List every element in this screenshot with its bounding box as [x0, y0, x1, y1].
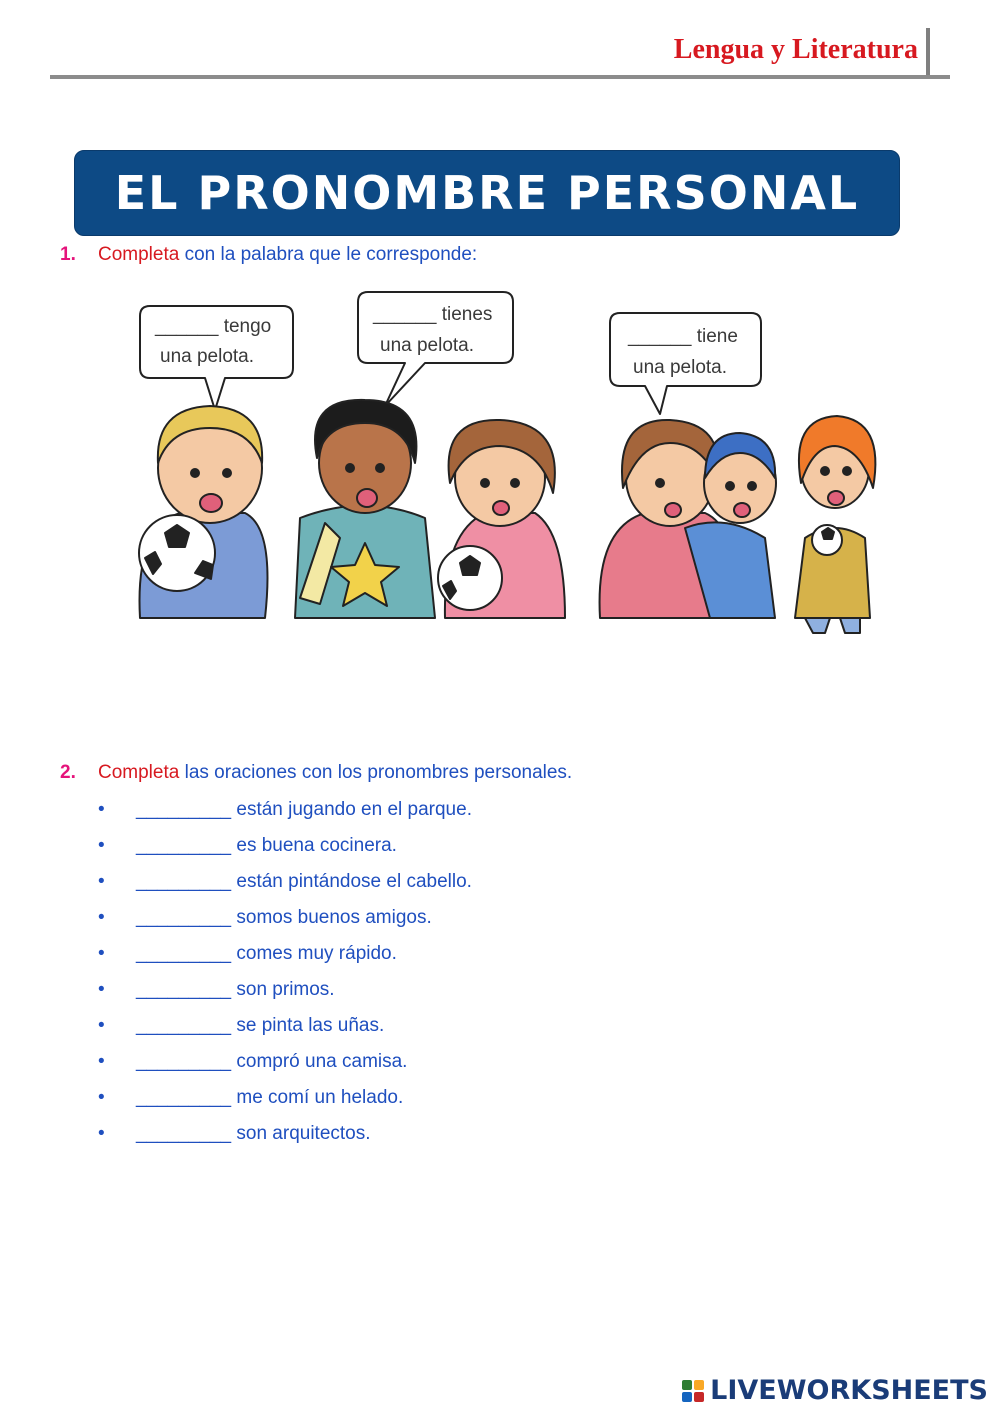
- sentence-text: son arquitectos.: [231, 1123, 371, 1144]
- sentence-text: están pintándose el cabello.: [231, 871, 472, 892]
- bubble-2-line2: una pelota.: [380, 335, 475, 356]
- exercise-1-text: con la palabra que le corresponde:: [179, 244, 478, 265]
- answer-blank[interactable]: _________: [136, 835, 232, 856]
- answer-blank[interactable]: _________: [136, 799, 232, 820]
- bullet: •: [98, 1123, 105, 1144]
- logo-icon: [682, 1380, 704, 1402]
- answer-blank[interactable]: _________: [136, 871, 232, 892]
- sentence-text: es buena cocinera.: [231, 835, 397, 856]
- liveworksheets-logo: [682, 1375, 988, 1406]
- bubble-2-blank: ______: [373, 304, 437, 325]
- list-item: [98, 1084, 472, 1120]
- bubble-1-word: tengo: [223, 316, 272, 337]
- bullet: •: [98, 1051, 105, 1072]
- answer-blank[interactable]: _________: [136, 979, 232, 1000]
- sentence-text: me comí un helado.: [231, 1087, 404, 1108]
- svg-text:______ tengo: [154, 316, 271, 337]
- list-item: [98, 904, 472, 940]
- bullet: •: [98, 1015, 105, 1036]
- svg-text:______ tiene: [627, 326, 738, 347]
- svg-text:______ tienes: [372, 304, 492, 325]
- list-item: [98, 976, 472, 1012]
- list-item: [98, 868, 472, 904]
- sentence-text: son primos.: [231, 979, 335, 1000]
- page-title: EL PRONOMBRE PERSONAL: [114, 166, 860, 220]
- bullet: •: [98, 871, 105, 892]
- bullet: •: [98, 1087, 105, 1108]
- boy-with-ball-figure: [139, 406, 268, 618]
- title-banner: [74, 150, 900, 236]
- sentence-text: comes muy rápido.: [231, 943, 397, 964]
- boy-star-shirt-figure: [295, 400, 435, 618]
- list-item: [98, 940, 472, 976]
- exercise-1-verb: Completa: [98, 244, 180, 265]
- bullet: •: [98, 943, 105, 964]
- answer-blank[interactable]: _________: [136, 1123, 232, 1144]
- list-item: [98, 796, 472, 832]
- exercise-2-verb: Completa: [98, 762, 180, 783]
- girl-orange-hair-figure: [795, 416, 875, 633]
- exercise-1-number: 1.: [60, 244, 76, 265]
- sentence-text: somos buenos amigos.: [231, 907, 432, 928]
- bubble-1-blank: ______: [155, 316, 219, 337]
- subject-title: Lengua y Literatura: [673, 34, 918, 65]
- bullet: •: [98, 835, 105, 856]
- answer-blank[interactable]: _________: [136, 1015, 232, 1036]
- exercise-2-number: 2.: [60, 762, 76, 783]
- list-item: [98, 1012, 472, 1048]
- list-item: [98, 1120, 472, 1156]
- bullet: •: [98, 799, 105, 820]
- sentence-text: compró una camisa.: [231, 1051, 408, 1072]
- exercise-2-text: las oraciones con los pronombres personales.: [179, 762, 573, 783]
- hugging-children-figure: [600, 420, 776, 618]
- bubble-2-word: tienes: [441, 304, 493, 325]
- bubble-1-line2: una pelota.: [160, 346, 255, 367]
- sentence-list: [98, 796, 472, 1156]
- bubble-3-blank: ______: [628, 326, 692, 347]
- bubble-3-line2: una pelota.: [633, 357, 728, 378]
- exercise-1-instruction: [60, 244, 477, 266]
- bubble-3-word: tiene: [696, 326, 738, 347]
- list-item: [98, 832, 472, 868]
- bullet: •: [98, 907, 105, 928]
- children-illustration: [125, 288, 905, 658]
- answer-blank[interactable]: _________: [136, 1087, 232, 1108]
- answer-blank[interactable]: _________: [136, 943, 232, 964]
- bullet: •: [98, 979, 105, 1000]
- header-rule: [50, 75, 950, 79]
- list-item: [98, 1048, 472, 1084]
- header-divider: [926, 28, 930, 78]
- brand-name: LIVEWORKSHEETS: [710, 1375, 988, 1406]
- girl-with-ball-figure: [438, 420, 565, 618]
- answer-blank[interactable]: _________: [136, 1051, 232, 1072]
- sentence-text: están jugando en el parque.: [231, 799, 472, 820]
- answer-blank[interactable]: _________: [136, 907, 232, 928]
- sentence-text: se pinta las uñas.: [231, 1015, 385, 1036]
- exercise-2-instruction: [60, 762, 572, 784]
